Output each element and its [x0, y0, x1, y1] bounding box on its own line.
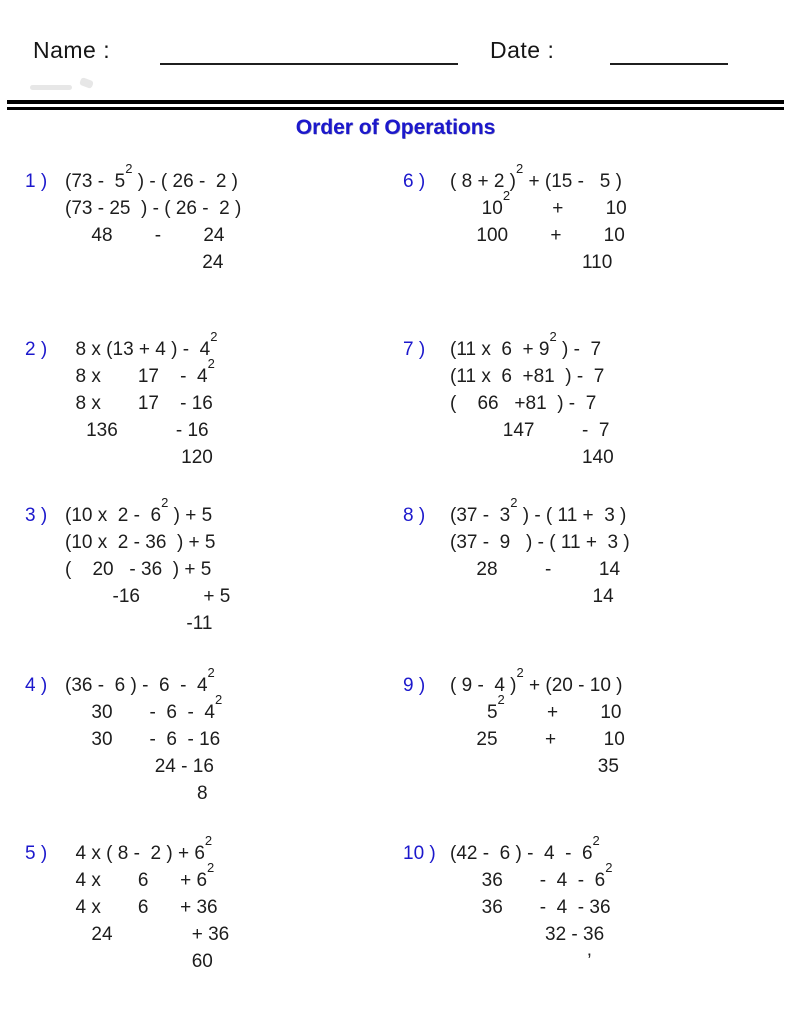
date-input-line[interactable]: [610, 63, 728, 65]
problem-1: [25, 160, 242, 276]
problem-steps: [65, 328, 218, 471]
worked-step: 24 - 16: [65, 756, 214, 777]
problem-steps: [65, 832, 230, 975]
problem-steps: [450, 832, 613, 975]
problem-number: 1 ): [25, 171, 48, 192]
problem-7: [403, 328, 614, 471]
worked-step: (37 - 9 ) - ( 11 + 3 ): [450, 532, 630, 553]
worked-step: 36 - 4 - 36: [450, 897, 611, 918]
problem-number: 3 ): [25, 505, 48, 526]
worked-step: ( 20 - 36 ) + 5: [65, 559, 212, 580]
problem-number: 5 ): [25, 843, 48, 864]
worked-step: 35: [450, 756, 619, 777]
problem-number: 8 ): [403, 505, 426, 526]
problem-expression: 8 x (13 + 4 ) - $4^2$: [65, 328, 218, 360]
worked-step: 8 x 17 - $4^2$: [65, 355, 215, 387]
problem-expression: ( 8 + 2 )$^2$ + (15 - 5 ): [450, 160, 622, 192]
worked-step: $5^2$ + 10: [450, 691, 622, 723]
worked-step: -16 + 5: [65, 586, 231, 607]
worked-step: 147 - 7: [450, 420, 610, 441]
worked-step: ( 66 +81 ) - 7: [450, 393, 597, 414]
problem-number: 7 ): [403, 339, 426, 360]
worked-step: 140: [450, 447, 614, 468]
problem-expression: (10 x $2 - 6^2$ ) + 5: [65, 494, 213, 526]
scan-artifact: [79, 77, 94, 89]
problem-5: [25, 832, 230, 975]
problem-8: [403, 494, 630, 610]
problem-expression: (36 - 6 ) - $6 - 4^2$: [65, 664, 215, 696]
page-title: Order of Operations: [295, 116, 496, 139]
problem-expression: ( 9 - 4 )$^2$ + (20 - 10 ): [450, 664, 623, 696]
worked-step: 28 - 14: [450, 559, 621, 580]
problem-number: 9 ): [403, 675, 426, 696]
problem-number: 6 ): [403, 171, 426, 192]
problem-steps: [65, 160, 242, 276]
worked-step: (10 x 2 - 36 ) + 5: [65, 532, 216, 553]
name-input-line[interactable]: [160, 63, 458, 65]
problem-6: [403, 160, 627, 276]
problem-expression: (11 x $6 + 9^2$ ) - 7: [450, 328, 602, 360]
worked-step: 110: [450, 252, 613, 273]
worked-step: 30 - $6 - 4^2$: [65, 691, 223, 723]
worked-step: -11: [65, 613, 213, 634]
problem-steps: [450, 494, 630, 610]
problem-4: [25, 664, 223, 807]
problem-9: [403, 664, 625, 780]
worked-step: (73 - 25 ) - ( 26 - 2 ): [65, 198, 242, 219]
problem-number: 2 ): [25, 339, 48, 360]
problem-number: 4 ): [25, 675, 48, 696]
worked-step: 4 x 6 + 36: [65, 897, 218, 918]
scan-artifact: [30, 85, 72, 90]
problem-steps: [65, 494, 231, 637]
worked-step: $10^2$ + 10: [450, 187, 627, 219]
problem-3: [25, 494, 231, 637]
worked-step: 60: [65, 951, 213, 972]
problem-steps: [450, 664, 625, 780]
problem-steps: [450, 328, 614, 471]
problem-10: [403, 832, 613, 975]
worked-step: 120: [65, 447, 213, 468]
problem-number: 10 ): [403, 843, 436, 864]
worked-step: 24: [65, 252, 224, 273]
worked-step: 48 - 24: [65, 225, 225, 246]
problem-2: [25, 328, 218, 471]
worked-step: 14: [450, 586, 614, 607]
worked-step: 8: [65, 783, 208, 804]
worked-step: 25 + 10: [450, 729, 625, 750]
worked-step: 100 + 10: [450, 225, 625, 246]
problem-expression: 4 x ( 8 - 2 ) + $6^2$: [65, 832, 213, 864]
worked-step: (11 x 6 +81 ) - 7: [450, 366, 605, 387]
worked-step: 24 + 36: [65, 924, 230, 945]
divider-rule: [7, 100, 784, 110]
worked-step: 32 - 36: [450, 924, 605, 945]
problem-expression: ($73 - 5^2$ ) - ( 26 - 2 ): [65, 160, 239, 192]
worked-step: ’: [450, 951, 592, 972]
problem-steps: [450, 160, 627, 276]
worked-step: 136 - 16: [65, 420, 209, 441]
worked-step: 30 - 6 - 16: [65, 729, 221, 750]
worked-step: 4 x 6 + $6^2$: [65, 859, 215, 891]
worked-step: 8 x 17 - 16: [65, 393, 213, 414]
problem-expression: (42 - 6 ) - $4 - 6^2$: [450, 832, 600, 864]
problem-expression: ($37 - 3^2$ ) - ( 11 + 3 ): [450, 494, 627, 526]
name-label: Name :: [33, 37, 111, 63]
problem-steps: [65, 664, 223, 807]
date-label: Date :: [490, 37, 555, 63]
worked-step: 36 - $4 - 6^2$: [450, 859, 613, 891]
